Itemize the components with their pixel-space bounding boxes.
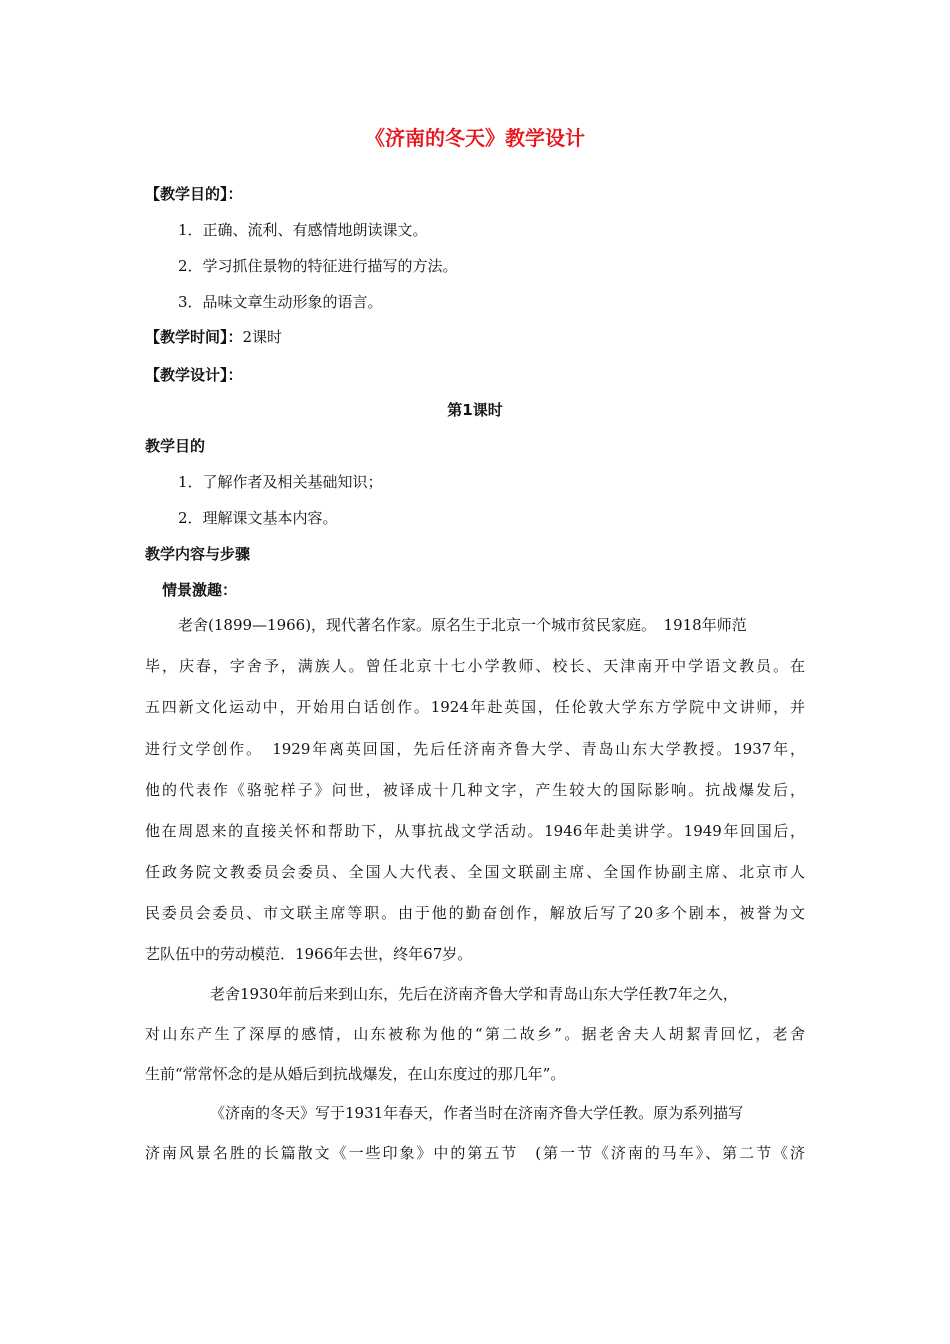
paragraph1-line: 老舍(1899—1966)，现代著名作家。原名生于北京一个城市贫民家庭。 1918年师范 — [178, 616, 747, 634]
paragraph2-line: 对山东产生了深厚的感情，山东被称为他的“第二故乡”。据老舍夫人胡絜青回忆，老舍 — [145, 1025, 805, 1043]
lesson1-aims-heading: 教学目的 — [145, 437, 206, 455]
lesson1-content-heading: 教学内容与步骤 — [145, 545, 251, 563]
lesson1-title: 第1课时 — [447, 401, 503, 419]
paragraph3-line: 《济南的冬天》写于1931年春天，作者当时在济南齐鲁大学任教。原为系列描写 — [210, 1104, 744, 1122]
goal-item-1: 1．正确、流利、有感情地朗读课文。 — [178, 221, 428, 239]
paragraph1-line: 民委员会委员、市文联主席等职。由于他的勤奋创作，解放后写了20多个剧本，被誉为文 — [145, 904, 805, 922]
paragraph1-line: 五四新文化运动中，开始用白话创作。1924年赴英国，任伦敦大学东方学院中文讲师，并 — [145, 698, 805, 716]
paragraph1-line: 毕，庆春，字舍予，满族人。曾任北京十七小学教师、校长、天津南开中学语文教员。在 — [145, 657, 805, 675]
time-value: 2课时 — [242, 328, 283, 346]
goal-item-3: 3．品味文章生动形象的语言。 — [178, 293, 383, 311]
paragraph2-line: 老舍1930年前后来到山东，先后在济南齐鲁大学和青岛山东大学任教7年之久， — [210, 985, 738, 1003]
paragraph1-line: 艺队伍中的劳动模范．1966年去世，终年67岁。 — [145, 945, 473, 963]
paragraph2-line: 生前“常常怀念的是从婚后到抗战爆发，在山东度过的那几年”。 — [145, 1065, 566, 1083]
intro-heading: 情景激趣： — [162, 581, 238, 599]
lesson1-aim-2: 2．理解课文基本内容。 — [178, 509, 338, 527]
goal-item-2: 2．学习抓住景物的特征进行描写的方法。 — [178, 257, 458, 275]
paragraph1-line: 进行文学创作。 1929年离英回国，先后任济南齐鲁大学、青岛山东大学教授。1937年， — [145, 740, 805, 758]
goals-heading: 【教学目的】： — [145, 185, 243, 203]
lesson1-aim-1: 1．了解作者及相关基础知识； — [178, 473, 383, 491]
time-row — [145, 327, 282, 347]
time-heading: 【教学时间】： — [145, 328, 243, 346]
paragraph1-line: 任政务院文教委员会委员、全国人大代表、全国文联副主席、全国作协副主席、北京市人 — [145, 863, 805, 881]
paragraph1-line: 他的代表作《骆驼样子》问世，被译成十几种文字，产生较大的国际影响。抗战爆发后， — [145, 781, 805, 799]
design-heading: 【教学设计】： — [145, 366, 243, 384]
paragraph3-line: 济南风景名胜的长篇散文《一些印象》中的第五节 (第一节《济南的马车》、第二节《济 — [145, 1144, 805, 1162]
document-title: 《济南的冬天》教学设计 — [365, 126, 585, 150]
paragraph1-line: 他在周恩来的直接关怀和帮助下，从事抗战文学活动。1946年赴美讲学。1949年回国后， — [145, 822, 805, 840]
